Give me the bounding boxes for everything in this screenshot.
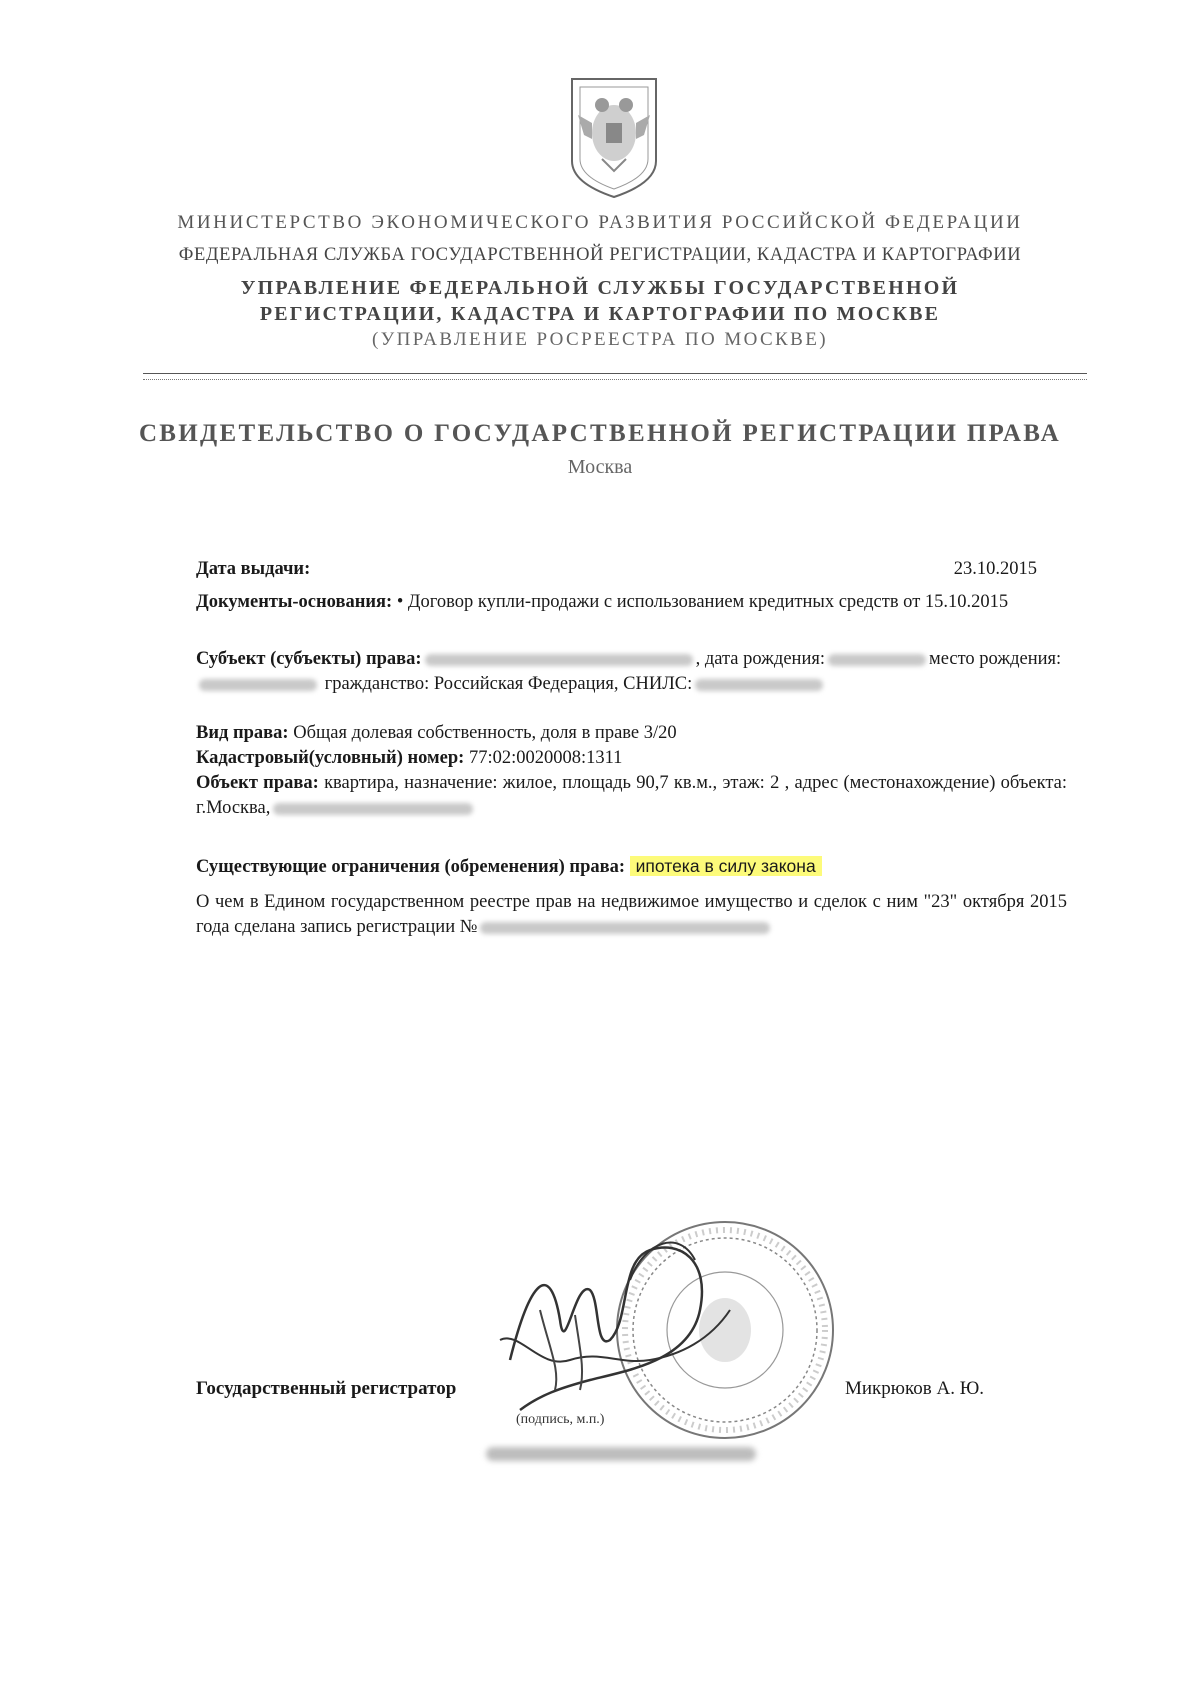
department-name-line2: РЕГИСТРАЦИИ, КАДАСТРА И КАРТОГРАФИИ ПО МОСКВЕ xyxy=(259,303,941,325)
subject-row xyxy=(196,647,1067,697)
record-row xyxy=(196,890,1067,940)
registrar-name: Микрюков А. Ю. xyxy=(845,1378,984,1399)
birth-date-label: , дата рождения: xyxy=(695,649,825,669)
header-divider xyxy=(143,373,1087,374)
right-kind-value: Общая долевая собственность, доля в праве 3/20 xyxy=(293,723,677,743)
cadastral-value: 77:02:0020008:1311 xyxy=(468,748,623,768)
signature-caption: (подпись, м.п.) xyxy=(516,1412,605,1427)
handwritten-signature xyxy=(480,1220,740,1440)
redacted-address xyxy=(273,803,473,815)
document-city: Москва xyxy=(567,456,633,478)
document-title: СВИДЕТЕЛЬСТВО О ГОСУДАРСТВЕННОЙ РЕГИСТРАЦИИ ПРАВА xyxy=(138,420,1062,447)
citizenship-text: гражданство: Российская Федерация, СНИЛС: xyxy=(324,674,693,694)
issue-row xyxy=(196,557,1067,582)
encumbrance-value: ипотека в силу закона xyxy=(630,856,822,876)
issue-date: 23.10.2015 xyxy=(953,559,1037,579)
department-name-line1: УПРАВЛЕНИЕ ФЕДЕРАЛЬНОЙ СЛУЖБЫ ГОСУДАРСТВЕННОЙ xyxy=(240,277,960,299)
documents-value: • Договор купли-продажи с использованием кредитных средств от 15.10.2015 xyxy=(396,592,1009,612)
redacted-birth-date xyxy=(828,654,926,666)
object-row xyxy=(196,771,1067,821)
redacted-snils xyxy=(695,679,823,691)
cadastral-label: Кадастровый(условный) номер: xyxy=(196,748,465,768)
birth-place-label: место рождения: xyxy=(929,649,1062,669)
header-divider-dotted xyxy=(143,379,1087,380)
department-short-name: (УПРАВЛЕНИЕ РОСРЕЕСТРА ПО МОСКВЕ) xyxy=(372,329,828,350)
documents-row xyxy=(196,590,1067,615)
subject-label: Субъект (субъекты) права: xyxy=(196,649,422,669)
redacted-registrar-title xyxy=(486,1447,756,1461)
documents-label: Документы-основания: xyxy=(196,592,393,612)
service-name: ФЕДЕРАЛЬНАЯ СЛУЖБА ГОСУДАРСТВЕННОЙ РЕГИСТРАЦИИ, КАДАСТРА И КАРТОГРАФИИ xyxy=(178,245,1022,265)
encumbrance-row xyxy=(196,854,1067,880)
registrar-label: Государственный регистратор xyxy=(196,1378,457,1399)
ministry-name: МИНИСТЕРСТВО ЭКОНОМИЧЕСКОГО РАЗВИТИЯ РОССИЙСКОЙ ФЕДЕРАЦИИ xyxy=(177,212,1023,233)
object-label: Объект права: xyxy=(196,773,319,793)
issue-label: Дата выдачи: xyxy=(196,559,311,579)
redacted-record-number xyxy=(480,922,770,934)
redacted-subject-name xyxy=(425,654,693,666)
coat-of-arms-emblem xyxy=(568,75,660,201)
right-kind-row xyxy=(196,721,1067,746)
right-kind-label: Вид права: xyxy=(196,723,289,743)
encumbrance-label: Существующие ограничения (обременения) права: xyxy=(196,857,626,877)
cadastral-row xyxy=(196,746,1067,771)
record-text: О чем в Едином государственном реестре прав на недвижимое имущество и сделок с ним "23" октября 2015 года сделана запись регистрации № xyxy=(196,892,1067,937)
object-value: квартира, назначение: жилое, площадь 90,7 кв.м., этаж: 2 , адрес (местонахождение) объекта: г.Москва, xyxy=(196,773,1068,818)
redacted-birth-place xyxy=(199,679,317,691)
